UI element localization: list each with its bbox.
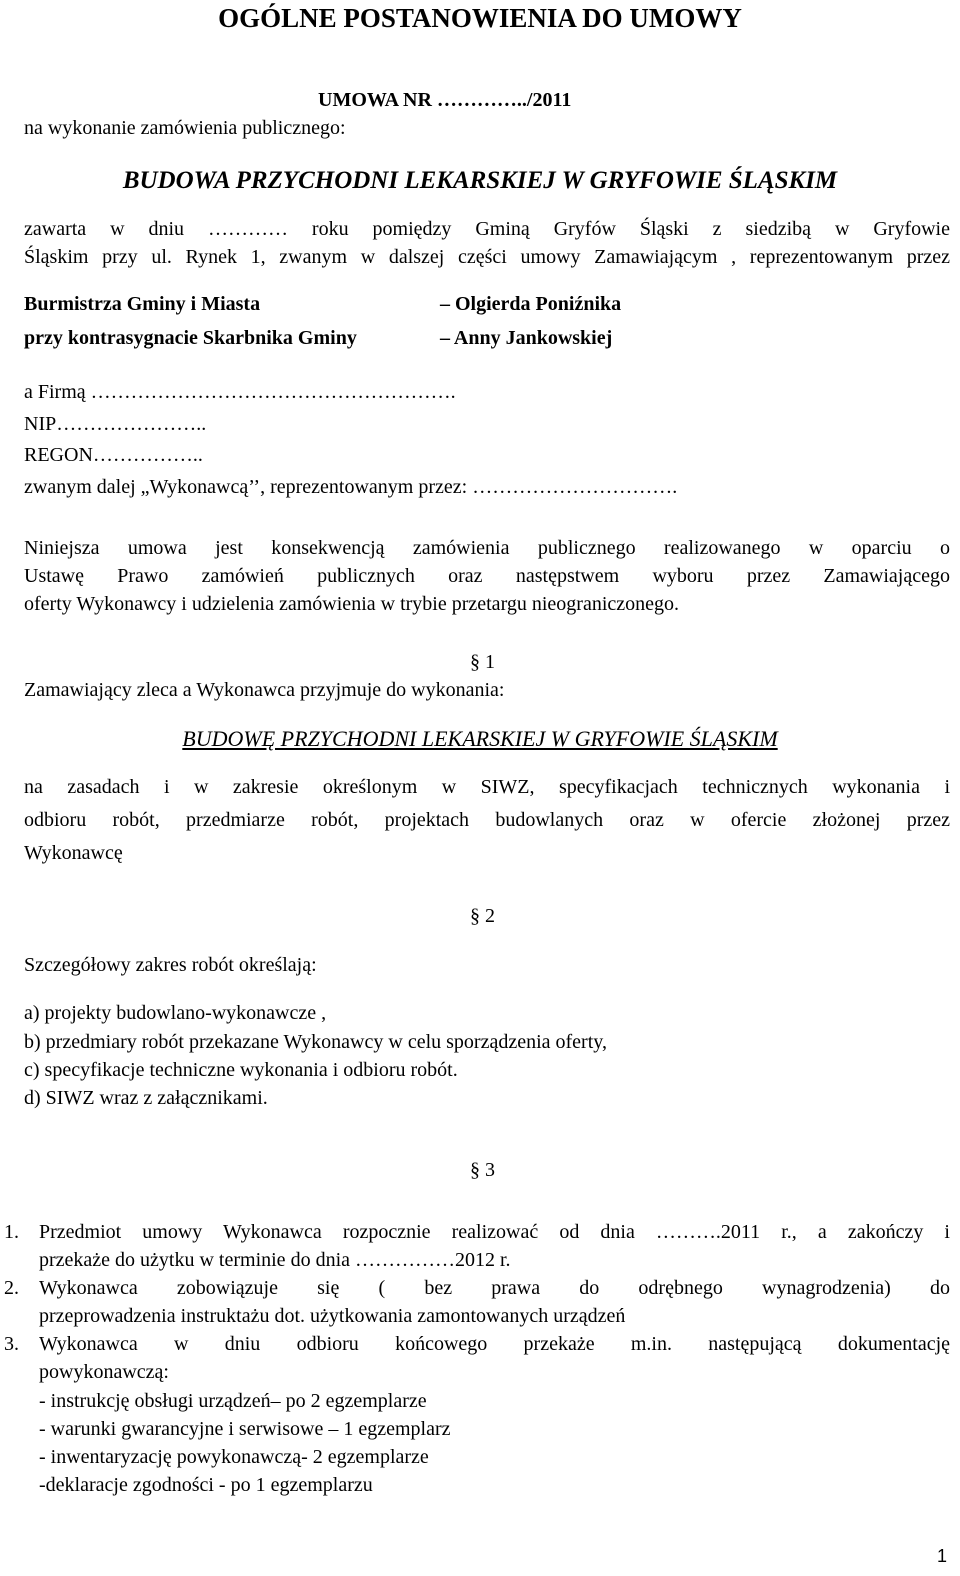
clause-3-line-2: powykonawczą: [39,1361,169,1383]
documentation-item: - warunki gwarancyjne i serwisowe – 1 egzemplarz [39,1418,451,1440]
section-1-line-2: odbioru robót, przedmiarze robót, projektach budowlanych oraz w ofercie złożonej przez [24,809,950,831]
section-1-text: Zamawiający zleca a Wykonawca przyjmuje do wykonania: [24,679,505,701]
page-number: 1 [937,1546,948,1566]
clause-2-line-1: Wykonawca zobowiązuje się ( bez prawa do odrębnego wynagrodzenia) do [39,1277,950,1299]
intro-line-2: Śląskim przy ul. Rynek 1, zwanym w dalszej części umowy Zamawiającym , reprezentowanym przez [24,246,950,268]
contract-number: UMOWA NR …………../2011 [318,89,572,111]
representative-1-role: Burmistrza Gminy i Miasta [24,293,261,315]
clause-3-line-1: Wykonawca w dniu odbioru końcowego przekaże m.in. następującą dokumentację [39,1333,950,1355]
clause-2-number: 2. [4,1277,19,1299]
contractor-representative: zwanym dalej „Wykonawcą’’, reprezentowanym przez: …………………………. [24,476,678,498]
contractor-nip: NIP………………….. [24,413,207,435]
clause-1-line-1: Przedmiot umowy Wykonawca rozpocznie realizować od dnia ……….2011 r., a zakończy i [39,1221,950,1243]
clause-1-line-2: przekaże do użytku w terminie do dnia ……………2012 r. [39,1249,511,1271]
basis-line-2: Ustawę Prawo zamówień publicznych oraz następstwem wyboru przez Zamawiającego [24,565,950,587]
section-1-line-3: Wykonawcę [24,842,123,864]
clause-2-line-2: przeprowadzenia instruktażu dot. użytkowania zamontowanych urządzeń [39,1305,626,1327]
section-1-heading: § 1 [470,651,495,673]
basis-line-1: Niniejsza umowa jest konsekwencją zamówienia publicznego realizowanego w oparciu o [24,537,950,559]
clause-1-number: 1. [4,1221,19,1243]
representative-2-name: – Anny Jankowskiej [440,327,613,349]
intro-line-1: zawarta w dniu ………… roku pomiędzy Gminą Gryfów Śląski z siedzibą w Gryfowie [24,218,950,240]
section-3-heading: § 3 [470,1159,495,1181]
document-title: OGÓLNE POSTANOWIENIA DO UMOWY [218,3,742,33]
contractor-firm: a Firmą ………………………………………………. [24,381,456,403]
contract-subject: BUDOWA PRZYCHODNI LEKARSKIEJ W GRYFOWIE ŚLĄSKIM [122,167,838,194]
representative-1-name: – Olgierda Poniźnika [440,293,622,315]
scope-item-c: c) specyfikacje techniczne wykonania i odbioru robót. [24,1059,458,1081]
section-1-subject: BUDOWĘ PRZYCHODNI LEKARSKIEJ W GRYFOWIE ŚLĄSKIM [182,726,778,751]
contractor-regon: REGON…………….. [24,444,203,466]
basis-line-3: oferty Wykonawcy i udzielenia zamówienia w trybie przetargu nieograniczonego. [24,593,680,615]
clause-3-number: 3. [4,1333,19,1355]
documentation-item: - inwentaryzację powykonawczą- 2 egzemplarze [39,1446,429,1468]
scope-item-d: d) SIWZ wraz z załącznikami. [24,1087,268,1109]
section-2-heading: § 2 [470,905,495,927]
contract-purpose: na wykonanie zamówienia publicznego: [24,117,346,139]
representative-2-role: przy kontrasygnacie Skarbnika Gminy [24,327,357,349]
scope-item-a: a) projekty budowlano-wykonawcze , [24,1002,327,1024]
scope-item-b: b) przedmiary robót przekazane Wykonawcy w celu sporządzenia oferty, [24,1031,607,1053]
documentation-item: - instrukcję obsługi urządzeń– po 2 egzemplarze [39,1390,427,1412]
section-2-text: Szczegółowy zakres robót określają: [24,954,317,976]
section-1-line-1: na zasadach i w zakresie określonym w SIWZ, specyfikacjach technicznych wykonania i [24,776,950,798]
documentation-item: -deklaracje zgodności - po 1 egzemplarzu [39,1474,373,1496]
